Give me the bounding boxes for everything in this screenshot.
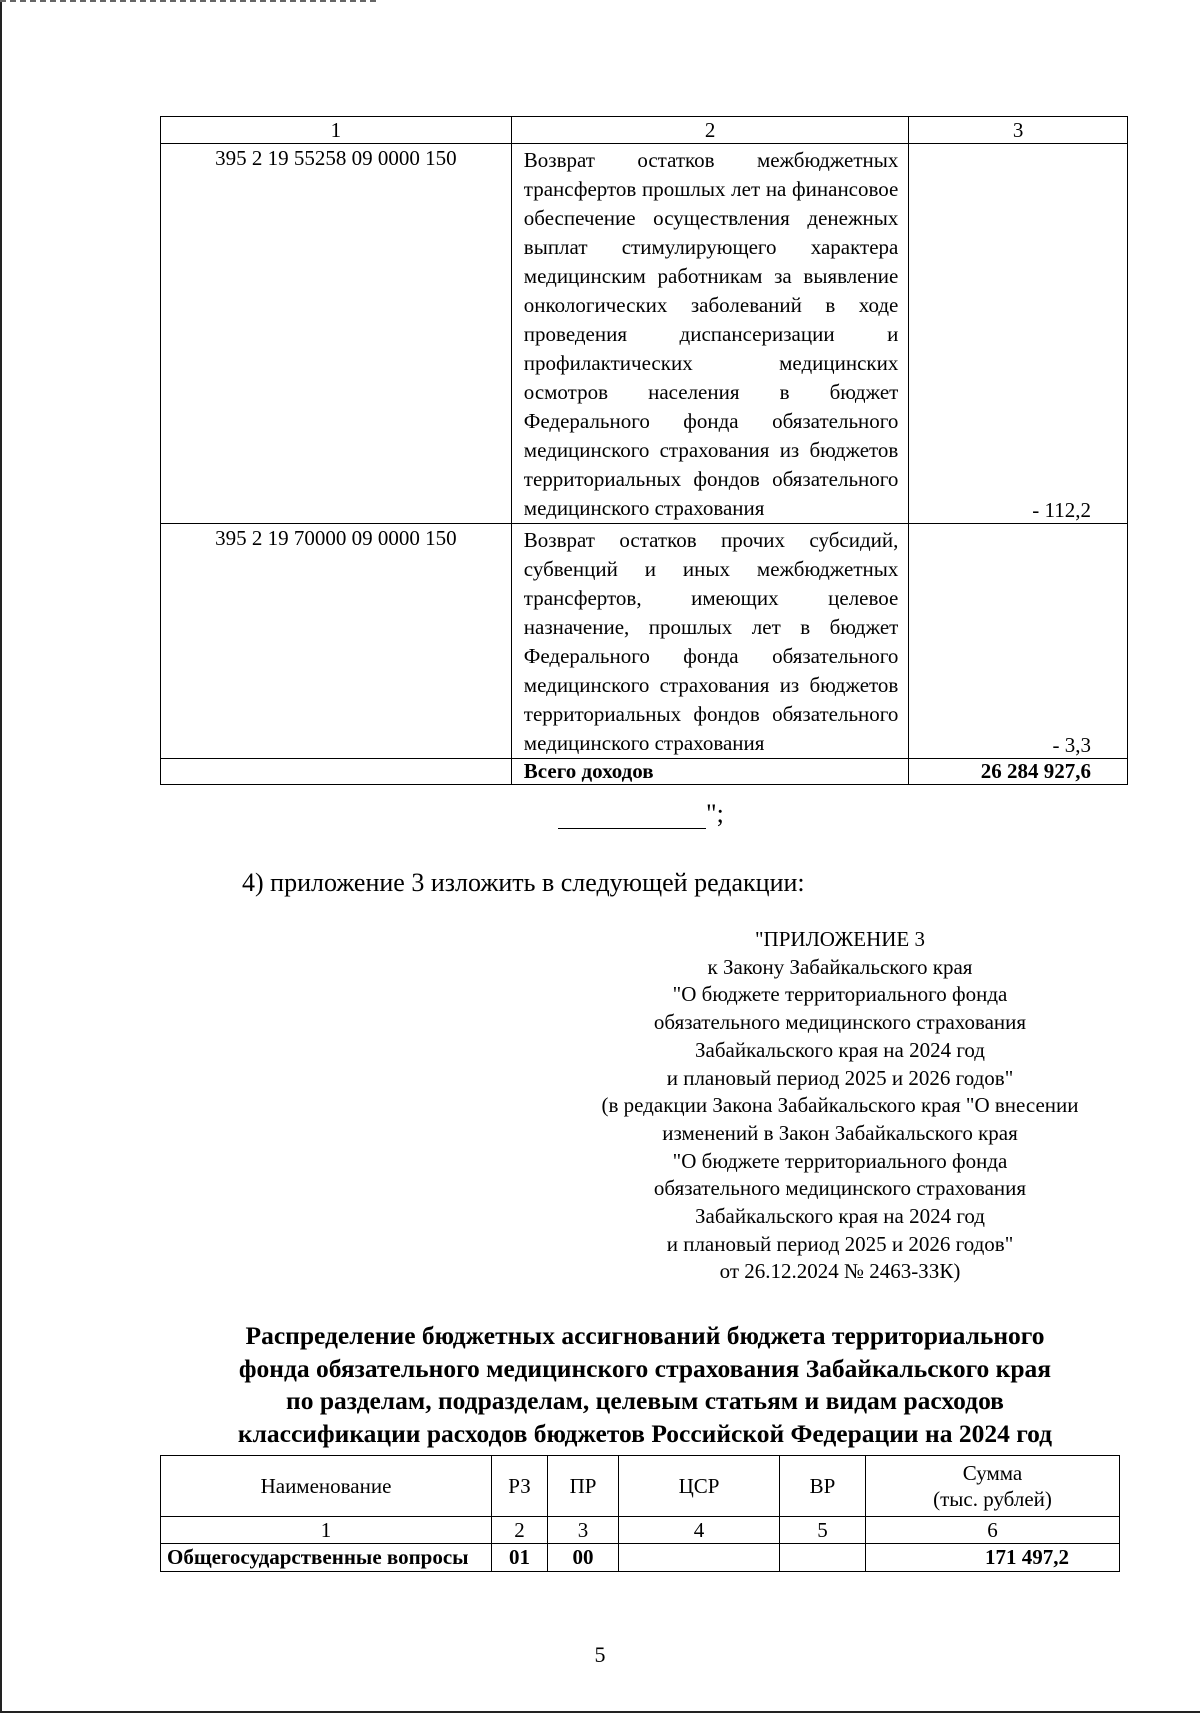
title-line: классификации расходов бюджетов Российской Федерации на 2024 год: [237, 1418, 1053, 1448]
appendix-line: и плановый период 2025 и 2026 годов": [666, 1065, 1014, 1090]
appendix-line: и плановый период 2025 и 2026 годов": [666, 1231, 1014, 1256]
total-empty-cell: [161, 759, 512, 785]
appendix-line: "О бюджете территориального фонда: [672, 982, 1008, 1007]
header-sum: [866, 1456, 1120, 1517]
header-sum-line2: (тыс. рублей): [933, 1487, 1052, 1511]
appendix-line: обязательного медицинского страхования: [653, 1010, 1027, 1035]
section-amount: 171 497,2: [866, 1544, 1120, 1572]
revenue-description: Возврат остатков межбюджетных трансфертов прошлых лет на финансовое обеспечение осуществления денежных выплат стимулирующего характера медицинским работникам за выявление онкологических заболеваний в ходе проведения диспансеризации и профилактических медицинских осмотров населения в бюджет Федерального фонда обязательного медицинского страхования из бюджетов территориальных фондов обязательного медицинского страхования: [511, 144, 909, 524]
total-amount: 26 284 927,6: [909, 759, 1128, 785]
section-pr: 00: [548, 1544, 619, 1572]
scan-top-mark: [0, 0, 380, 2]
closing-quote-mark: ";: [706, 799, 724, 828]
appendix-line: (в редакции Закона Забайкальского края "О внесении: [601, 1093, 1079, 1118]
revenue-description: Возврат остатков прочих субсидий, субвенций и иных межбюджетных трансфертов, имеющих целевое назначение, прошлых лет в бюджет Федерального фонда обязательного медицинского страхования из бюджетов территориальных фондов обязательного медицинского страхования: [511, 524, 909, 759]
column-number: 4: [619, 1517, 780, 1544]
column-number-2: 2: [511, 117, 909, 144]
header-rz: РЗ: [492, 1456, 548, 1517]
column-numbers-row: [161, 1517, 1120, 1544]
header-pr: ПР: [548, 1456, 619, 1517]
column-number: 1: [161, 1517, 492, 1544]
total-row: [161, 759, 1128, 785]
header-sum-line1: Сумма: [962, 1461, 1023, 1485]
appendix-line: Забайкальского края на 2024 год: [695, 1037, 985, 1062]
document-title: [160, 1320, 1130, 1450]
amendment-paragraph: 4) приложение 3 изложить в следующей редакции:: [242, 868, 805, 897]
appendix-line: от 26.12.2024 № 2463-ЗЗК): [719, 1259, 961, 1284]
allocation-table: [160, 1455, 1120, 1572]
title-line: фонда обязательного медицинского страхования Забайкальского края: [238, 1353, 1052, 1383]
appendix-line: Забайкальского края на 2024 год: [695, 1204, 985, 1229]
appendix-header: [540, 926, 1140, 1286]
closing-quote: [558, 796, 724, 829]
table-row: [161, 1544, 1120, 1572]
appendix-line: к Закону Забайкальского края: [707, 954, 973, 979]
header-name: Наименование: [161, 1456, 492, 1517]
page-number: 5: [594, 1642, 606, 1667]
section-csr: [619, 1544, 780, 1572]
section-vr: [780, 1544, 866, 1572]
column-number: 2: [492, 1517, 548, 1544]
column-number-3: 3: [909, 117, 1128, 144]
total-label: Всего доходов: [511, 759, 909, 785]
section-name: Общегосударственные вопросы: [161, 1544, 492, 1572]
section-rz: 01: [492, 1544, 548, 1572]
table-row: [161, 524, 1128, 759]
revenue-table-header: [161, 117, 1128, 144]
appendix-heading: "ПРИЛОЖЕНИЕ 3: [754, 927, 926, 951]
revenue-amount: - 3,3: [909, 524, 1128, 759]
title-line: Распределение бюджетных ассигнований бюджета территориального: [245, 1321, 1045, 1350]
allocation-table-header: [161, 1456, 1120, 1517]
budget-code: 395 2 19 70000 09 0000 150: [161, 524, 512, 759]
signature-underline: [558, 796, 706, 829]
header-vr: ВР: [780, 1456, 866, 1517]
column-number: 3: [548, 1517, 619, 1544]
appendix-line: "О бюджете территориального фонда: [672, 1148, 1008, 1173]
revenue-amount: - 112,2: [909, 144, 1128, 524]
appendix-line: обязательного медицинского страхования: [653, 1176, 1027, 1201]
column-number: 5: [780, 1517, 866, 1544]
title-line: по разделам, подразделам, целевым статьям и видам расходов: [286, 1386, 1004, 1415]
header-csr: ЦСР: [619, 1456, 780, 1517]
budget-code: 395 2 19 55258 09 0000 150: [161, 144, 512, 524]
column-number: 6: [866, 1517, 1120, 1544]
revenue-table: [160, 116, 1128, 785]
table-row: [161, 144, 1128, 524]
appendix-line: изменений в Закон Забайкальского края: [662, 1120, 1018, 1145]
column-number-1: 1: [161, 117, 512, 144]
